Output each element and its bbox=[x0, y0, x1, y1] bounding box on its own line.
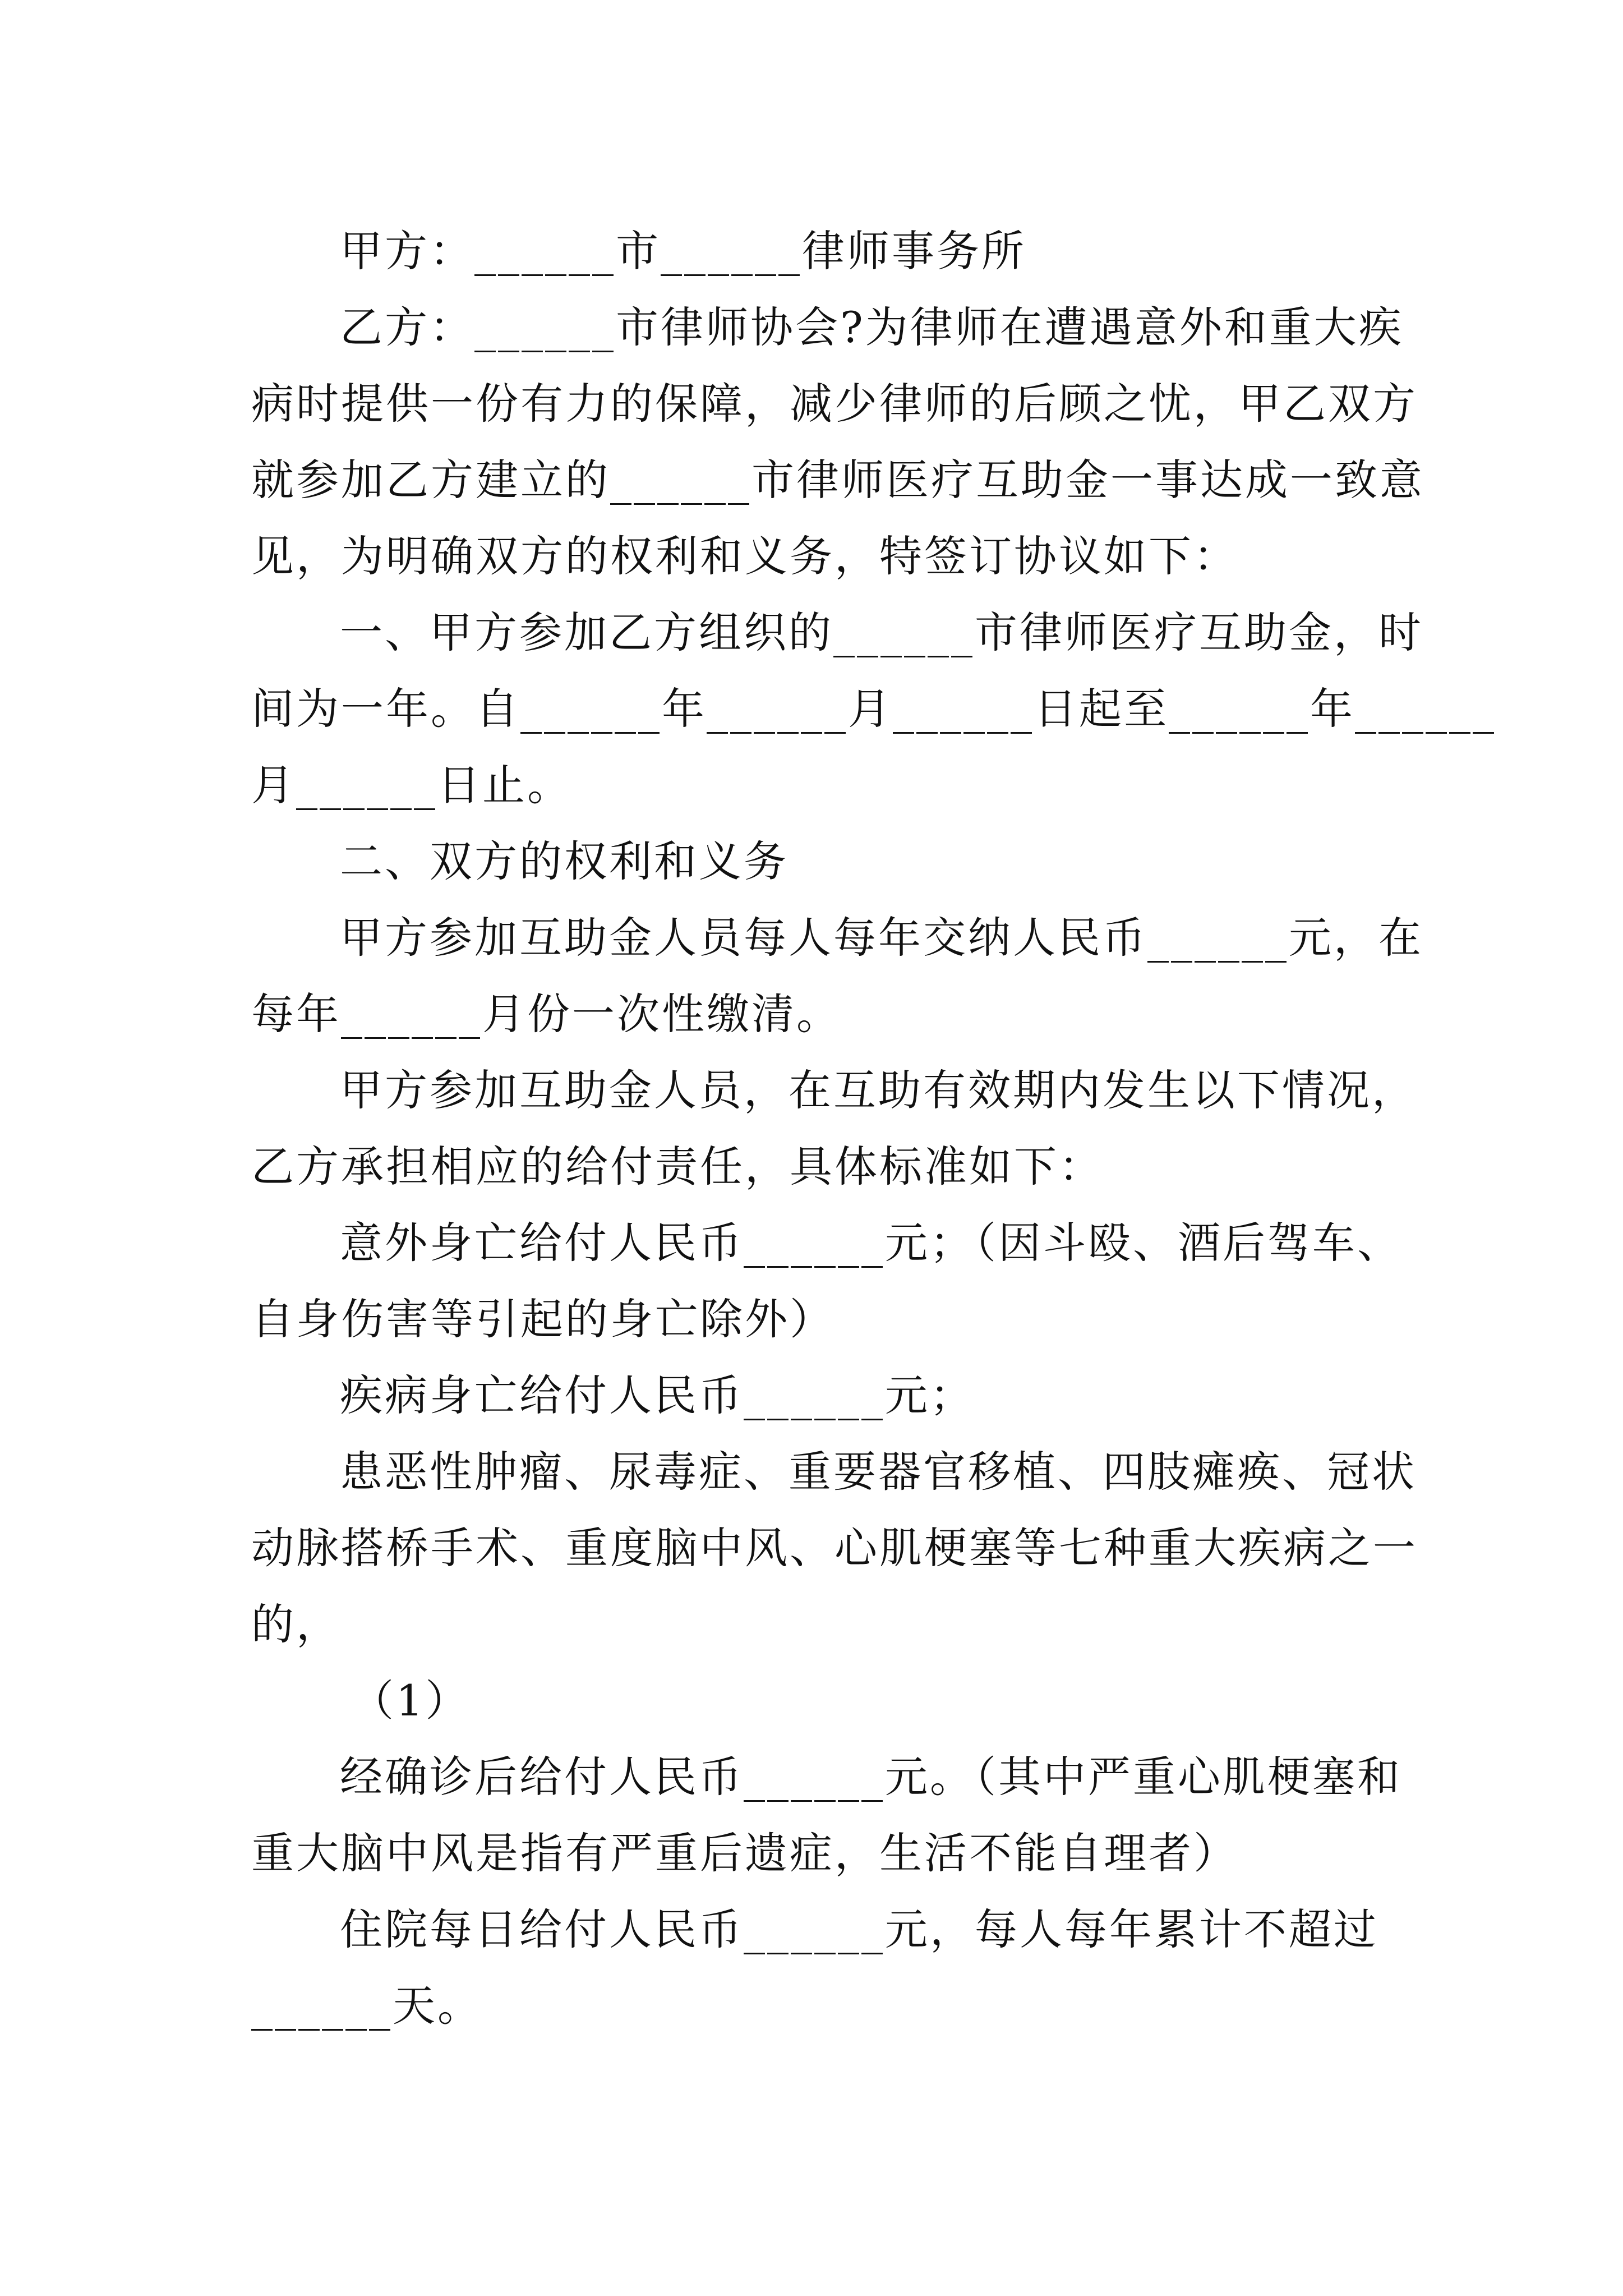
section-heading: 二、双方的权利和义务 bbox=[340, 836, 789, 886]
text-line: 经确诊后给付人民币______元。（其中严重心肌梗塞和 bbox=[340, 1752, 1402, 1802]
text-line: 重大脑中风是指有严重后遗症，生活不能自理者） bbox=[251, 1828, 1238, 1878]
text-line: 甲方：______市______律师事务所 bbox=[340, 226, 1026, 276]
text-line: 病时提供一份有力的保障，减少律师的后顾之忧，甲乙双方 bbox=[251, 379, 1418, 429]
text-line: ______天。 bbox=[251, 1981, 482, 2031]
text-line: 每年______月份一次性缴清。 bbox=[251, 989, 841, 1039]
text-line: 见，为明确双方的权利和义务，特签订协议如下： bbox=[251, 531, 1238, 581]
text-line: 乙方：______市律师协会?为律师在遭遇意外和重大疾 bbox=[340, 302, 1404, 352]
text-line: 住院每日给付人民币______元，每人每年累计不超过 bbox=[340, 1904, 1378, 1954]
text-line: 自身伤害等引起的身亡除外） bbox=[251, 1294, 834, 1344]
text-line: 就参加乙方建立的______市律师医疗互助金一事达成一致意 bbox=[251, 455, 1424, 505]
text-line: 动脉搭桥手术、重度脑中风、心肌梗塞等七种重大疾病之一 bbox=[251, 1523, 1418, 1573]
text-line: 一、甲方参加乙方组织的______市律师医疗互助金，时 bbox=[340, 608, 1423, 657]
text-line: 意外身亡给付人民币______元；（因斗殴、酒后驾车、 bbox=[340, 1218, 1402, 1268]
text-line: 甲方参加互助金人员每人每年交纳人民币______元，在 bbox=[340, 913, 1423, 963]
text-line: 的， bbox=[251, 1599, 341, 1649]
text-line: 甲方参加互助金人员，在互助有效期内发生以下情况， bbox=[340, 1065, 1417, 1115]
text-line: 乙方承担相应的给付责任，具体标准如下： bbox=[251, 1142, 1104, 1191]
text-line: 患恶性肿瘤、尿毒症、重要器官移植、四肢瘫痪、冠状 bbox=[340, 1447, 1417, 1497]
list-item-number: （1） bbox=[351, 1676, 471, 1726]
text-line: 间为一年。自______年______月______日起至______年______ bbox=[251, 684, 1496, 734]
document-body bbox=[251, 213, 1496, 2044]
text-line: 疾病身亡给付人民币______元； bbox=[340, 1370, 975, 1420]
text-line: 月______日止。 bbox=[251, 760, 572, 810]
